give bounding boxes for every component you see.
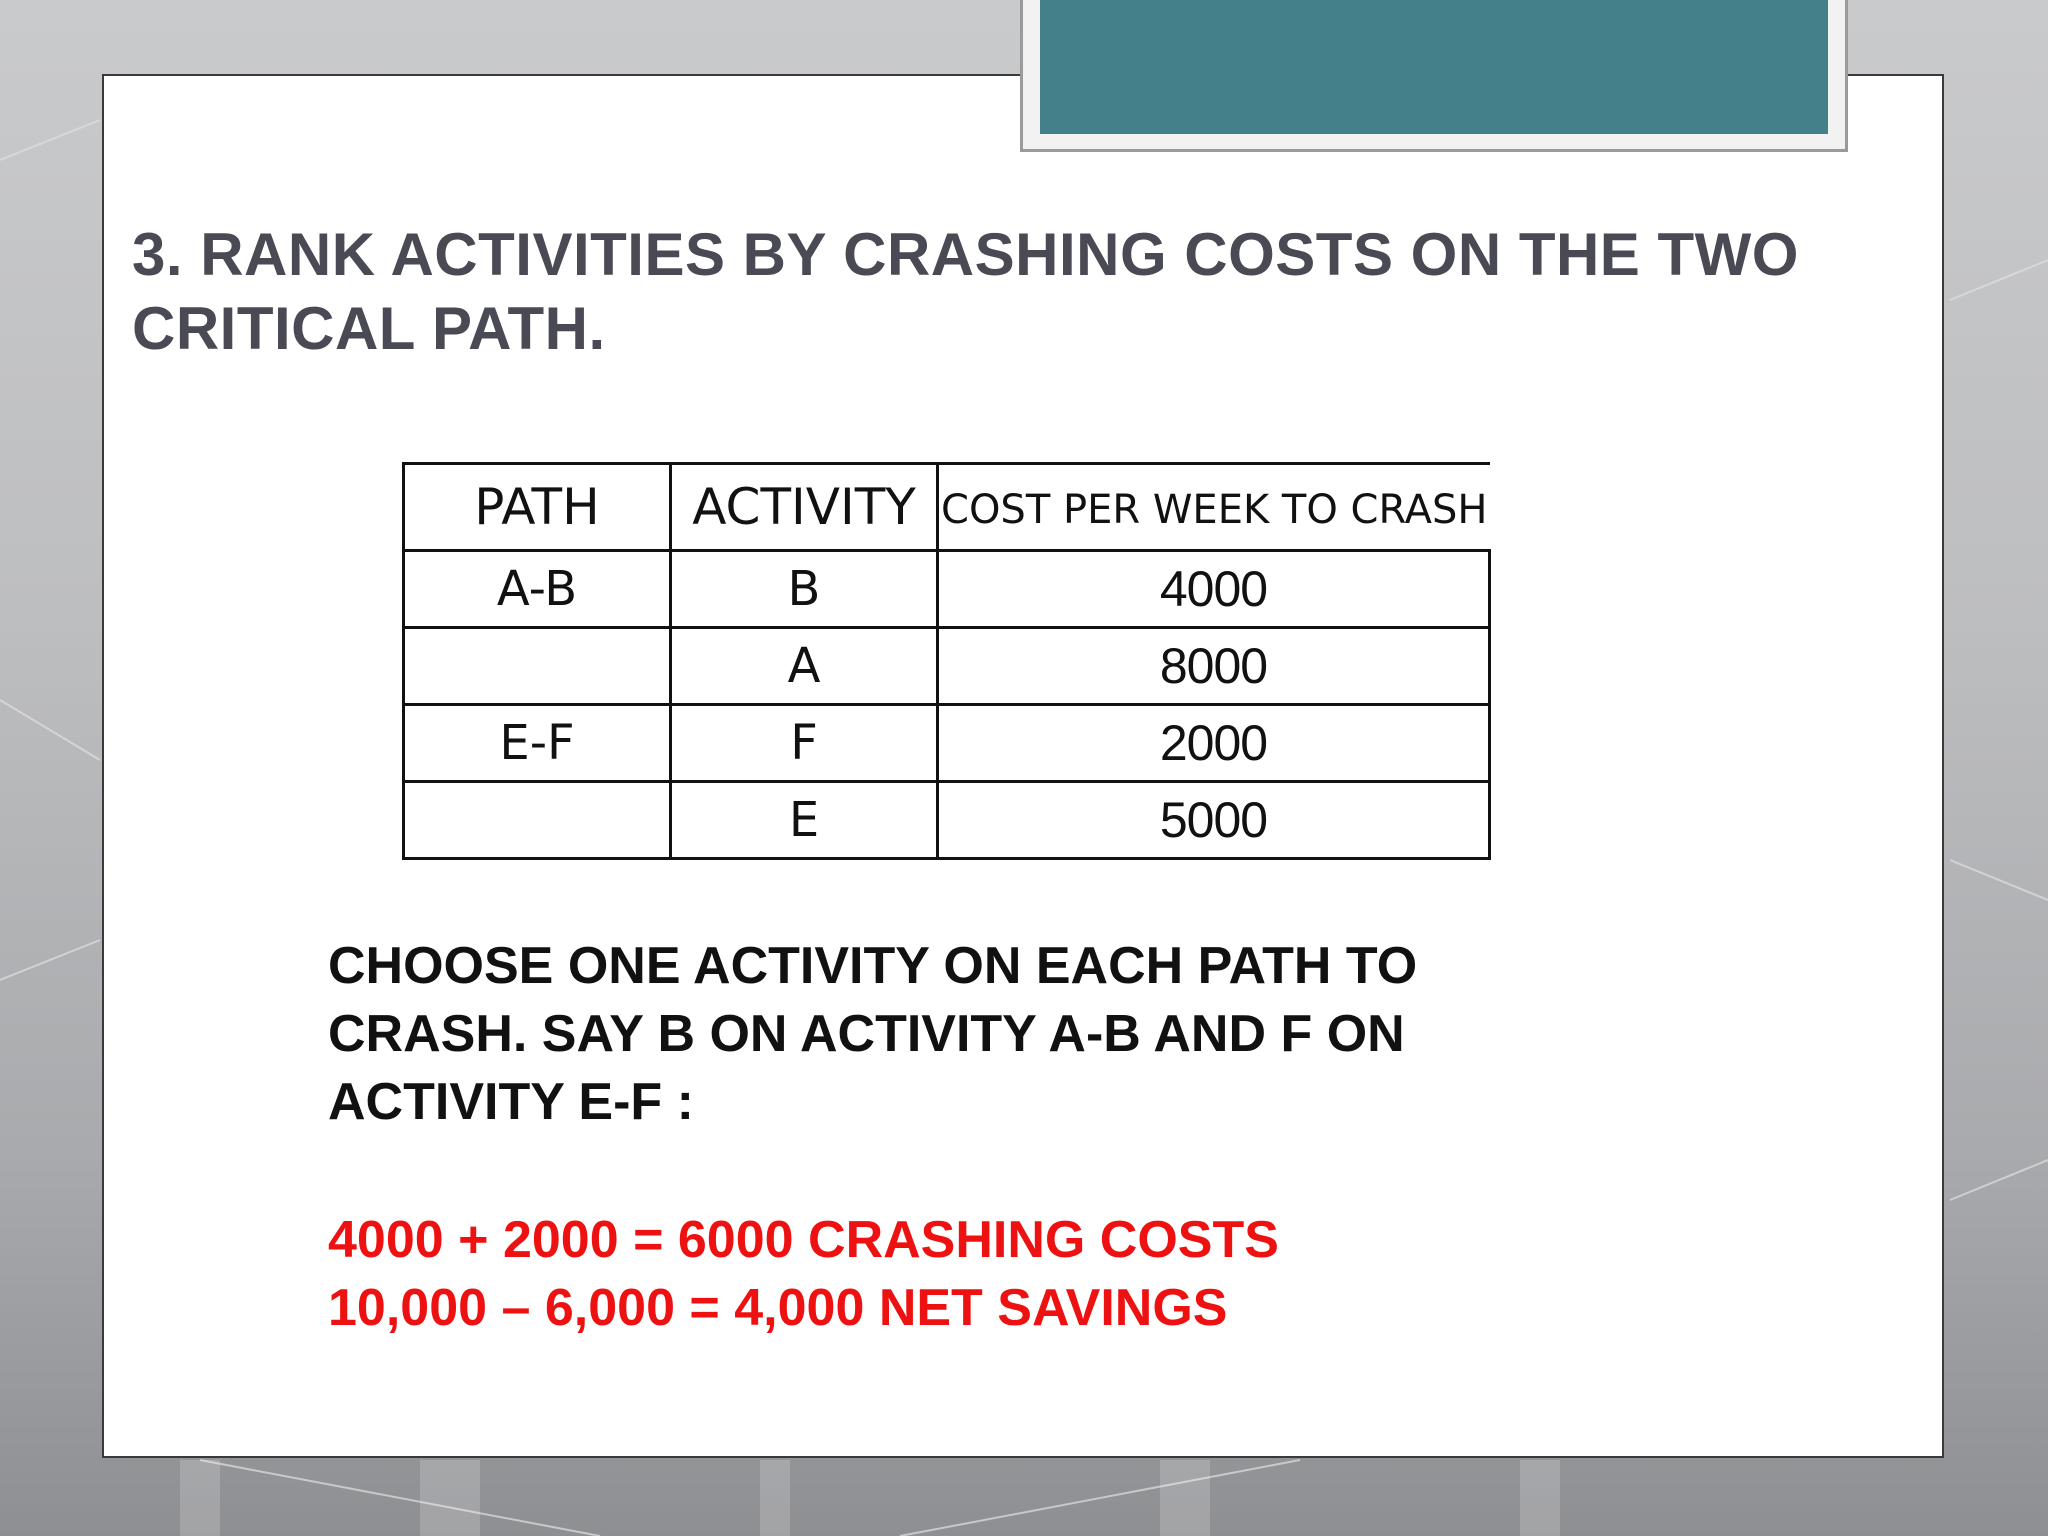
- table-header-row: [404, 464, 1490, 551]
- cost-cell: 5000: [938, 782, 1490, 859]
- path-cell: A-B: [404, 551, 671, 628]
- instruction-text: CHOOSE ONE ACTIVITY ON EACH PATH TO CRASH. SAY B ON ACTIVITY A-B AND F ON ACTIVITY E-F :: [328, 937, 1418, 1131]
- path-cell: [404, 628, 671, 705]
- cost-cell: 4000: [938, 551, 1490, 628]
- title-placeholder-bar: [1040, 0, 1828, 134]
- crashing-cost-calculation: 4000 + 2000 = 6000 CRASHING COSTS: [328, 1211, 1279, 1269]
- table-row: [404, 628, 1490, 705]
- column-header-activity: ACTIVITY: [671, 464, 938, 551]
- calculation-block: [328, 1206, 1628, 1342]
- activity-cell: A: [671, 628, 938, 705]
- column-header-cost: COST PER WEEK TO CRASH: [938, 464, 1490, 551]
- path-cell: [404, 782, 671, 859]
- column-header-path: PATH: [404, 464, 671, 551]
- crash-cost-table: [402, 462, 1491, 860]
- cost-cell: 8000: [938, 628, 1490, 705]
- activity-cell: E: [671, 782, 938, 859]
- cost-cell: 2000: [938, 705, 1490, 782]
- net-savings-calculation: 10,000 – 6,000 = 4,000 NET SAVINGS: [328, 1279, 1228, 1337]
- table-row: [404, 782, 1490, 859]
- slide-heading: 3. RANK ACTIVITIES BY CRASHING COSTS ON THE TWO CRITICAL PATH.: [132, 221, 1799, 362]
- table-row: [404, 705, 1490, 782]
- table-row: [404, 551, 1490, 628]
- activity-cell: F: [671, 705, 938, 782]
- path-cell: E-F: [404, 705, 671, 782]
- activity-cell: B: [671, 551, 938, 628]
